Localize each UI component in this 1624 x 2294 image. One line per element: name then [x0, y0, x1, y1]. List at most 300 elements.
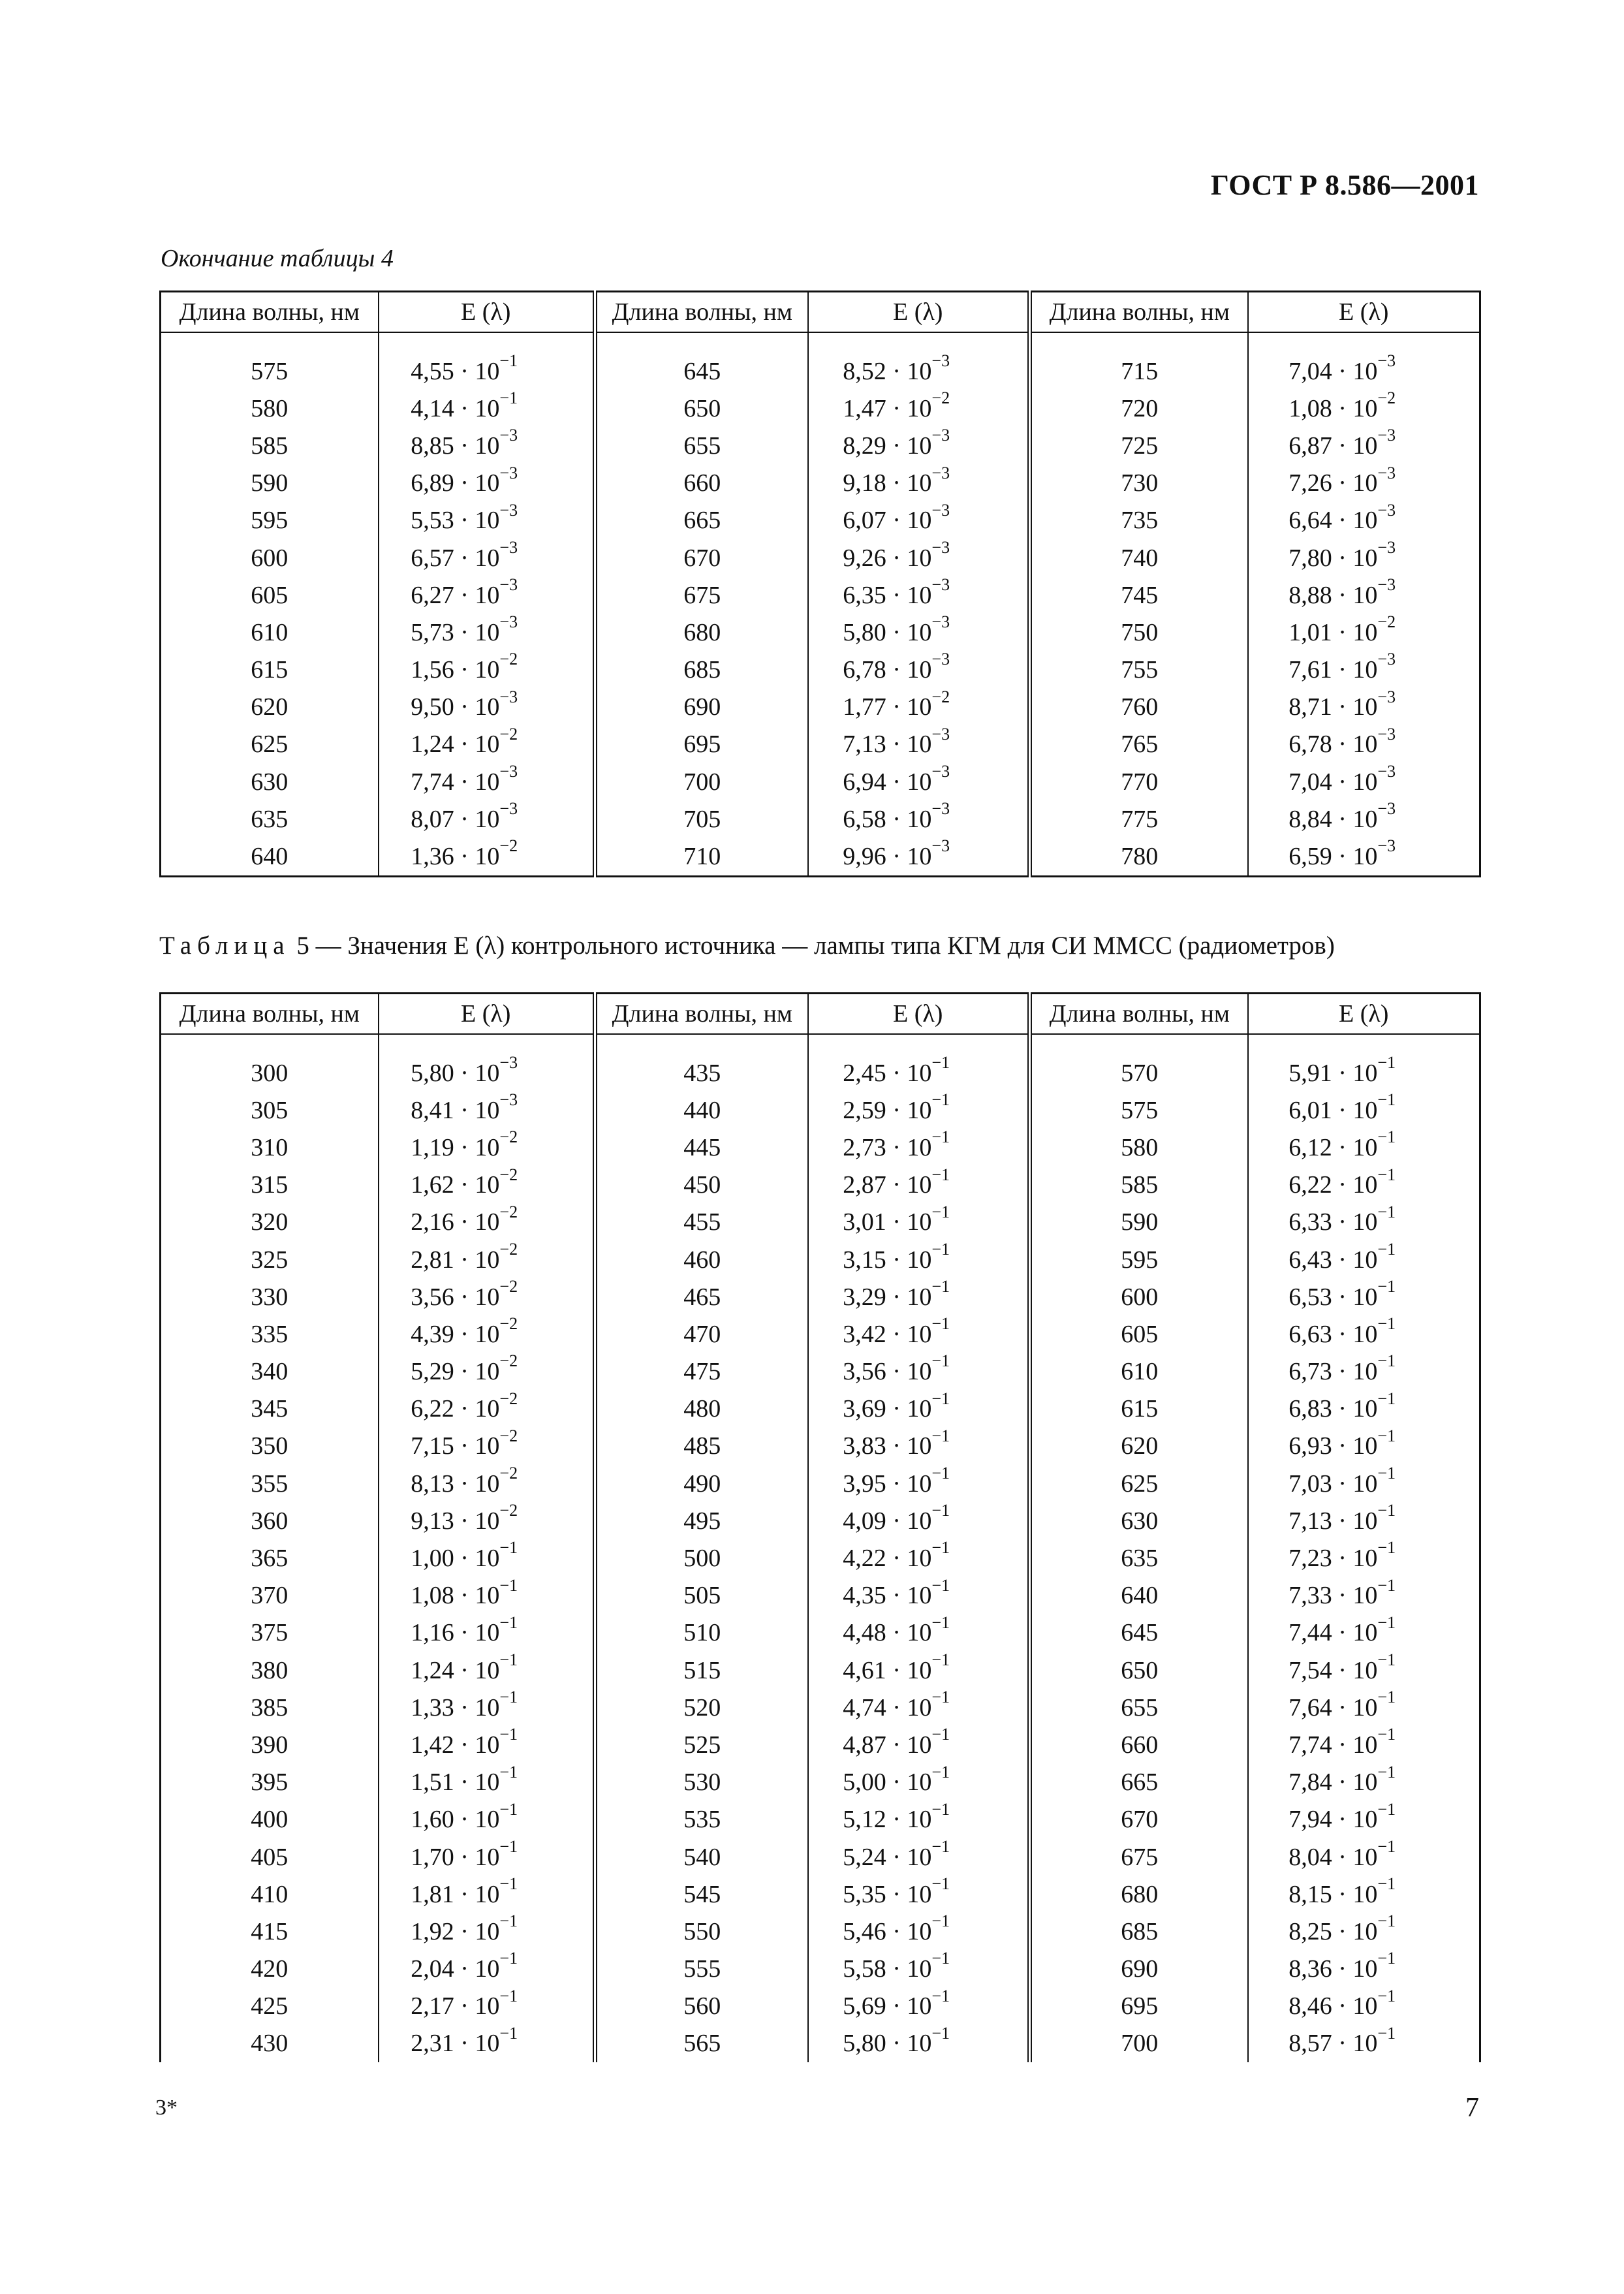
irradiance-mantissa: 7,33 · 10 [1288, 1582, 1378, 1610]
irradiance-value [411, 1911, 561, 1946]
irradiance-mantissa: 8,85 · 10 [411, 432, 500, 460]
wavelength-cell: 620 [161, 689, 379, 726]
irradiance-cell [379, 502, 595, 539]
irradiance-value [411, 1090, 561, 1125]
irradiance-mantissa: 7,74 · 10 [411, 768, 500, 796]
irradiance-cell [808, 652, 1030, 689]
irradiance-exponent: −1 [499, 1799, 518, 1819]
irradiance-cell [1248, 1913, 1480, 1950]
table-row [161, 1614, 1480, 1652]
irradiance-mantissa: 4,22 · 10 [843, 1545, 932, 1573]
irradiance-exponent: −3 [1377, 463, 1396, 482]
table4-header-row [161, 292, 1480, 333]
irradiance-exponent: −2 [499, 1389, 518, 1408]
irradiance-value [411, 1501, 561, 1535]
wavelength-cell: 575 [161, 353, 379, 390]
irradiance-value [411, 1314, 561, 1349]
irradiance-mantissa: 6,12 · 10 [1288, 1133, 1378, 1161]
wavelength-cell: 610 [161, 614, 379, 651]
irradiance-cell [808, 1428, 1030, 1465]
irradiance-exponent: −2 [1377, 612, 1396, 632]
irradiance-mantissa: 2,45 · 10 [843, 1059, 932, 1087]
wavelength-cell: 660 [1030, 1726, 1248, 1763]
irradiance-mantissa: 4,87 · 10 [843, 1731, 932, 1759]
irradiance-value [1288, 1239, 1439, 1274]
irradiance-exponent: −3 [499, 687, 518, 706]
irradiance-mantissa: 1,92 · 10 [411, 1917, 500, 1945]
table-row [161, 1353, 1480, 1391]
irradiance-value [411, 1949, 561, 1983]
irradiance-cell [808, 1764, 1030, 1801]
table-row [161, 1988, 1480, 2025]
irradiance-exponent: −1 [1377, 1799, 1396, 1819]
irradiance-cell [379, 838, 595, 876]
wavelength-cell: 650 [1030, 1652, 1248, 1689]
table5-caption-text: — Значения E (λ) контрольного источника — лампы типа КГМ для СИ ММСС (радиометров) [309, 932, 1335, 960]
irradiance-cell [379, 427, 595, 464]
irradiance-cell [808, 1913, 1030, 1950]
irradiance-mantissa: 6,27 · 10 [411, 581, 500, 609]
irradiance-exponent: −1 [931, 1389, 950, 1408]
irradiance-exponent: −3 [931, 500, 950, 520]
irradiance-cell [808, 1465, 1030, 1502]
irradiance-value [843, 388, 993, 423]
irradiance-value [411, 1202, 561, 1236]
irradiance-exponent: −1 [499, 1874, 518, 1894]
irradiance-cell [379, 1988, 595, 2025]
table5-caption-prefix: Таблица [159, 932, 290, 960]
irradiance-mantissa: 4,35 · 10 [843, 1582, 932, 1610]
irradiance-exponent: −1 [1377, 1725, 1396, 1744]
wavelength-cell: 615 [161, 652, 379, 689]
irradiance-mantissa: 3,56 · 10 [843, 1358, 932, 1386]
table-row [161, 838, 1480, 876]
irradiance-value [1288, 2023, 1439, 2058]
irradiance-cell [1248, 1988, 1480, 2025]
irradiance-mantissa: 8,46 · 10 [1288, 1992, 1378, 2020]
irradiance-exponent: −3 [1377, 575, 1396, 595]
irradiance-cell [379, 1764, 595, 1801]
irradiance-cell [808, 614, 1030, 651]
irradiance-cell [379, 1614, 595, 1652]
irradiance-cell [1248, 576, 1480, 614]
irradiance-mantissa: 8,25 · 10 [1288, 1917, 1378, 1945]
irradiance-mantissa: 6,64 · 10 [1288, 507, 1378, 535]
irradiance-cell [379, 1204, 595, 1241]
wavelength-cell: 610 [1030, 1353, 1248, 1391]
irradiance-mantissa: 7,94 · 10 [1288, 1806, 1378, 1834]
column-header-irradiance: E (λ) [1248, 292, 1480, 333]
irradiance-cell [1248, 1539, 1480, 1577]
irradiance-mantissa: 7,03 · 10 [1288, 1469, 1378, 1498]
irradiance-exponent: −1 [1377, 2023, 1396, 2043]
irradiance-value [843, 537, 993, 573]
wavelength-cell: 475 [595, 1353, 808, 1391]
irradiance-cell [808, 390, 1030, 427]
irradiance-cell [1248, 726, 1480, 763]
irradiance-exponent: −3 [1377, 799, 1396, 819]
irradiance-cell [379, 1315, 595, 1353]
wavelength-cell: 480 [595, 1391, 808, 1428]
irradiance-value [843, 1725, 993, 1759]
irradiance-mantissa: 6,22 · 10 [1288, 1171, 1378, 1199]
wavelength-cell: 670 [1030, 1801, 1248, 1838]
irradiance-value [843, 1986, 993, 2020]
table-row [161, 652, 1480, 689]
irradiance-value [1288, 1874, 1439, 1909]
wavelength-cell: 640 [1030, 1577, 1248, 1614]
irradiance-exponent: −1 [1377, 1836, 1396, 1856]
irradiance-value [1288, 1538, 1439, 1573]
irradiance-mantissa: 3,83 · 10 [843, 1432, 932, 1460]
irradiance-cell [1248, 390, 1480, 427]
irradiance-exponent: −1 [1377, 1911, 1396, 1931]
wavelength-cell: 560 [595, 1988, 808, 2025]
irradiance-value [411, 762, 561, 796]
table-row [161, 1167, 1480, 1204]
irradiance-value [1288, 1986, 1439, 2020]
irradiance-exponent: −1 [931, 1650, 950, 1669]
irradiance-cell [379, 1465, 595, 1502]
irradiance-exponent: −1 [931, 1725, 950, 1744]
wavelength-cell: 335 [161, 1315, 379, 1353]
irradiance-cell [379, 390, 595, 427]
table-5 [159, 992, 1481, 2062]
column-header-wavelength: Длина волны, нм [595, 994, 808, 1035]
wavelength-cell: 710 [595, 838, 808, 876]
irradiance-exponent: −3 [931, 799, 950, 819]
irradiance-cell [379, 1092, 595, 1129]
irradiance-value [1288, 1314, 1439, 1349]
wavelength-cell: 640 [161, 838, 379, 876]
irradiance-value [1288, 1612, 1439, 1647]
irradiance-cell [808, 502, 1030, 539]
irradiance-cell [808, 539, 1030, 576]
wavelength-cell: 385 [161, 1689, 379, 1726]
irradiance-value [411, 1165, 561, 1199]
wavelength-cell: 400 [161, 1801, 379, 1838]
irradiance-cell [379, 1951, 595, 1988]
irradiance-cell [379, 1502, 595, 1539]
wavelength-cell: 435 [595, 1054, 808, 1092]
wavelength-cell: 600 [1030, 1278, 1248, 1315]
irradiance-cell [379, 652, 595, 689]
irradiance-exponent: −2 [499, 724, 518, 744]
irradiance-cell [1248, 763, 1480, 800]
irradiance-exponent: −1 [1377, 1874, 1396, 1894]
irradiance-mantissa: 6,59 · 10 [1288, 843, 1378, 871]
wavelength-cell: 745 [1030, 576, 1248, 614]
irradiance-value [843, 351, 993, 386]
irradiance-mantissa: 5,24 · 10 [843, 1843, 932, 1871]
table-row [161, 1801, 1480, 1838]
wavelength-cell: 325 [161, 1241, 379, 1278]
irradiance-cell [1248, 1092, 1480, 1129]
irradiance-mantissa: 6,89 · 10 [411, 469, 500, 497]
irradiance-cell [808, 1502, 1030, 1539]
irradiance-cell [1248, 1876, 1480, 1913]
irradiance-mantissa: 6,22 · 10 [411, 1395, 500, 1423]
irradiance-value [843, 1762, 993, 1797]
wavelength-cell: 620 [1030, 1428, 1248, 1465]
irradiance-cell [808, 465, 1030, 502]
spacer-cell [1030, 332, 1248, 353]
irradiance-mantissa: 6,87 · 10 [1288, 432, 1378, 460]
irradiance-mantissa: 7,13 · 10 [843, 731, 932, 759]
irradiance-mantissa: 2,59 · 10 [843, 1096, 932, 1124]
irradiance-mantissa: 7,54 · 10 [1288, 1656, 1378, 1684]
irradiance-value [411, 1575, 561, 1610]
irradiance-exponent: −2 [499, 1314, 518, 1334]
irradiance-cell [379, 1876, 595, 1913]
table5-header-row [161, 994, 1480, 1035]
irradiance-mantissa: 5,12 · 10 [843, 1806, 932, 1834]
irradiance-exponent: −1 [1377, 1351, 1396, 1371]
wavelength-cell: 625 [1030, 1465, 1248, 1502]
irradiance-cell [379, 1353, 595, 1391]
irradiance-exponent: −3 [931, 426, 950, 445]
table-row [161, 1241, 1480, 1278]
table-row [161, 1764, 1480, 1801]
irradiance-value [1288, 1650, 1439, 1685]
wavelength-cell: 350 [161, 1428, 379, 1465]
irradiance-exponent: −1 [499, 1911, 518, 1931]
irradiance-exponent: −1 [1377, 1949, 1396, 1968]
irradiance-value [1288, 1836, 1439, 1872]
wavelength-cell: 570 [1030, 1054, 1248, 1092]
irradiance-value [843, 1911, 993, 1946]
irradiance-value [411, 1239, 561, 1274]
irradiance-value [1288, 612, 1439, 647]
irradiance-value [411, 650, 561, 684]
irradiance-mantissa: 7,04 · 10 [1288, 357, 1378, 385]
irradiance-mantissa: 1,60 · 10 [411, 1806, 500, 1834]
irradiance-cell [808, 1614, 1030, 1652]
irradiance-cell [808, 1315, 1030, 1353]
irradiance-exponent: −1 [499, 1762, 518, 1782]
wavelength-cell: 365 [161, 1539, 379, 1577]
irradiance-value [411, 1426, 561, 1460]
wavelength-cell: 630 [1030, 1502, 1248, 1539]
wavelength-cell: 630 [161, 763, 379, 800]
wavelength-cell: 405 [161, 1838, 379, 1876]
irradiance-exponent: −2 [499, 1239, 518, 1259]
irradiance-value [843, 836, 993, 871]
table4-caption: Окончание таблицы 4 [161, 245, 394, 272]
irradiance-cell [808, 1054, 1030, 1092]
irradiance-exponent: −3 [499, 762, 518, 781]
irradiance-value [411, 687, 561, 721]
irradiance-exponent: −3 [1377, 762, 1396, 781]
irradiance-value [843, 1127, 993, 1162]
irradiance-exponent: −1 [931, 1501, 950, 1520]
table-row [161, 763, 1480, 800]
irradiance-cell [808, 800, 1030, 838]
irradiance-value [411, 1277, 561, 1312]
irradiance-exponent: −1 [1377, 1426, 1396, 1445]
irradiance-mantissa: 1,19 · 10 [411, 1133, 500, 1161]
irradiance-exponent: −2 [499, 1127, 518, 1147]
irradiance-value [1288, 724, 1439, 759]
irradiance-value [1288, 388, 1439, 423]
wavelength-cell: 515 [595, 1652, 808, 1689]
irradiance-cell [1248, 1689, 1480, 1726]
wavelength-cell: 685 [595, 652, 808, 689]
irradiance-cell [379, 1689, 595, 1726]
irradiance-mantissa: 6,78 · 10 [843, 656, 932, 684]
irradiance-exponent: −2 [499, 1464, 518, 1483]
wavelength-cell: 695 [1030, 1988, 1248, 2025]
irradiance-mantissa: 3,69 · 10 [843, 1395, 932, 1423]
wavelength-cell: 665 [595, 502, 808, 539]
irradiance-cell [379, 2025, 595, 2062]
irradiance-value [843, 1688, 993, 1722]
spacer-cell [1248, 1034, 1480, 1054]
irradiance-exponent: −1 [1377, 1239, 1396, 1259]
irradiance-mantissa: 8,15 · 10 [1288, 1880, 1378, 1908]
irradiance-value [411, 1874, 561, 1909]
irradiance-cell [379, 800, 595, 838]
irradiance-exponent: −1 [1377, 1314, 1396, 1334]
irradiance-exponent: −2 [499, 836, 518, 856]
irradiance-exponent: −3 [499, 500, 518, 520]
irradiance-exponent: −2 [1377, 388, 1396, 408]
irradiance-mantissa: 4,48 · 10 [843, 1619, 932, 1647]
irradiance-cell [808, 726, 1030, 763]
irradiance-value [411, 1986, 561, 2020]
wavelength-cell: 775 [1030, 800, 1248, 838]
document-standard-number: ГОСТ Р 8.586—2001 [1210, 169, 1479, 201]
irradiance-value [843, 1239, 993, 1274]
irradiance-cell [1248, 1428, 1480, 1465]
spacer-cell [808, 332, 1030, 353]
irradiance-exponent: −3 [499, 799, 518, 819]
irradiance-cell [808, 1689, 1030, 1726]
wavelength-cell: 635 [161, 800, 379, 838]
wavelength-cell: 765 [1030, 726, 1248, 763]
wavelength-cell: 555 [595, 1951, 808, 1988]
spacer-cell [379, 1034, 595, 1054]
irradiance-mantissa: 4,39 · 10 [411, 1320, 500, 1348]
irradiance-mantissa: 1,81 · 10 [411, 1880, 500, 1908]
wavelength-cell: 300 [161, 1054, 379, 1092]
irradiance-mantissa: 8,88 · 10 [1288, 581, 1378, 609]
column-header-irradiance: E (λ) [808, 292, 1030, 333]
irradiance-cell [379, 1428, 595, 1465]
spacer-cell [1248, 332, 1480, 353]
irradiance-value [1288, 1688, 1439, 1722]
wavelength-cell: 370 [161, 1577, 379, 1614]
irradiance-cell [1248, 1838, 1480, 1876]
irradiance-mantissa: 7,26 · 10 [1288, 469, 1378, 497]
irradiance-exponent: −1 [1377, 1612, 1396, 1632]
irradiance-mantissa: 8,13 · 10 [411, 1469, 500, 1498]
wavelength-cell: 320 [161, 1204, 379, 1241]
irradiance-mantissa: 8,52 · 10 [843, 357, 932, 385]
irradiance-value [411, 1799, 561, 1834]
irradiance-cell [379, 465, 595, 502]
irradiance-cell [379, 1913, 595, 1950]
irradiance-cell [1248, 1465, 1480, 1502]
wavelength-cell: 505 [595, 1577, 808, 1614]
table-spacer-row [161, 1034, 1480, 1054]
irradiance-value [843, 575, 993, 610]
irradiance-mantissa: 1,33 · 10 [411, 1693, 500, 1721]
irradiance-value [843, 1538, 993, 1573]
irradiance-exponent: −1 [499, 1575, 518, 1595]
irradiance-value [843, 1874, 993, 1909]
irradiance-cell [808, 1204, 1030, 1241]
wavelength-cell: 595 [1030, 1241, 1248, 1278]
table-row [161, 1726, 1480, 1763]
irradiance-exponent: −1 [931, 1799, 950, 1819]
irradiance-exponent: −3 [931, 836, 950, 856]
irradiance-exponent: −1 [931, 1538, 950, 1558]
irradiance-exponent: −1 [931, 1239, 950, 1259]
irradiance-mantissa: 1,62 · 10 [411, 1171, 500, 1199]
irradiance-cell [379, 614, 595, 651]
irradiance-cell [1248, 800, 1480, 838]
table-row [161, 576, 1480, 614]
irradiance-value [843, 1426, 993, 1460]
irradiance-value [411, 1725, 561, 1759]
wavelength-cell: 680 [1030, 1876, 1248, 1913]
wavelength-cell: 345 [161, 1391, 379, 1428]
irradiance-mantissa: 6,53 · 10 [1288, 1283, 1378, 1311]
irradiance-mantissa: 5,53 · 10 [411, 507, 500, 535]
irradiance-mantissa: 1,01 · 10 [1288, 618, 1378, 646]
wavelength-cell: 770 [1030, 763, 1248, 800]
irradiance-value [1288, 1277, 1439, 1312]
irradiance-exponent: −2 [499, 1426, 518, 1445]
irradiance-value [1288, 1351, 1439, 1386]
table-row [161, 390, 1480, 427]
irradiance-exponent: −1 [1377, 1986, 1396, 2005]
wavelength-cell: 690 [595, 689, 808, 726]
wavelength-cell: 545 [595, 1876, 808, 1913]
wavelength-cell: 635 [1030, 1539, 1248, 1577]
irradiance-mantissa: 4,61 · 10 [843, 1656, 932, 1684]
table-row [161, 353, 1480, 390]
wavelength-cell: 655 [1030, 1689, 1248, 1726]
wavelength-cell: 675 [595, 576, 808, 614]
irradiance-exponent: −1 [1377, 1688, 1396, 1707]
irradiance-exponent: −2 [499, 1165, 518, 1184]
wavelength-cell: 455 [595, 1204, 808, 1241]
irradiance-mantissa: 6,94 · 10 [843, 768, 932, 796]
wavelength-cell: 395 [161, 1764, 379, 1801]
irradiance-cell [1248, 1726, 1480, 1763]
irradiance-cell [379, 1054, 595, 1092]
wavelength-cell: 700 [595, 763, 808, 800]
irradiance-exponent: −3 [499, 426, 518, 445]
irradiance-mantissa: 4,14 · 10 [411, 394, 500, 422]
irradiance-cell [379, 1278, 595, 1315]
irradiance-exponent: −2 [499, 1501, 518, 1520]
irradiance-mantissa: 1,70 · 10 [411, 1843, 500, 1871]
irradiance-value [411, 1538, 561, 1573]
irradiance-mantissa: 1,36 · 10 [411, 843, 500, 871]
irradiance-mantissa: 5,46 · 10 [843, 1917, 932, 1945]
table-row [161, 427, 1480, 464]
irradiance-mantissa: 7,80 · 10 [1288, 544, 1378, 572]
irradiance-value [843, 2023, 993, 2058]
irradiance-cell [1248, 1652, 1480, 1689]
irradiance-mantissa: 3,15 · 10 [843, 1246, 932, 1274]
wavelength-cell: 735 [1030, 502, 1248, 539]
irradiance-exponent: −1 [1377, 1165, 1396, 1184]
irradiance-exponent: −3 [1377, 687, 1396, 706]
